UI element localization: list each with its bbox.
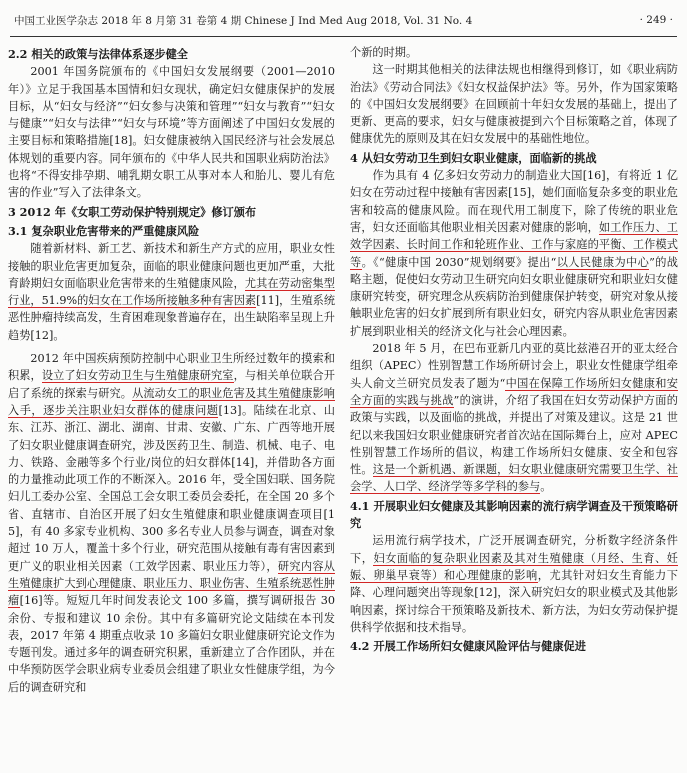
underlined-text: 如工作压力、工效学因素、长时间工作和轮班作业、工作与家庭的平衡、工作模式等 xyxy=(350,220,678,269)
text-span: 。 xyxy=(540,480,552,494)
underlined-text: 尤其在劳动密集型行业，51.9%的妇女在工作场所接触多种有害因素 xyxy=(8,276,335,308)
section-heading-4: 4 从妇女劳动卫生到妇女职业健康，面临新的挑战 xyxy=(350,150,597,165)
text-span: [11]，生殖系统恶性肿瘤持续高发，生育困难现象普遍存在，出生缺陷率呈现上升趋势[12]。 xyxy=(8,294,335,342)
text-span: 2012 年中国疾病预防控制中心职业卫生所经过数年的摸索和积累， xyxy=(8,352,335,383)
text-span: ，尤其针对妇女生育能力下降、心理问题突出等现象[12]，深入研究妇女的职业模式及其他影响因素，探讨综合干预策略及新技术、新方法，为妇女劳动保护提供科学依据和技术指导。 xyxy=(350,568,678,634)
section-heading-3: 3 2012 年《女职工劳动保护特别规定》修订颁布 xyxy=(8,204,257,219)
underlined-text: 设立了妇女劳动卫生与生殖健康研究室 xyxy=(41,369,234,383)
text-span: ”的战略主题，促使妇女劳动卫生研究向妇女职业健康研究和职业妇女健康研究转变，研究理念从疾病防治到健康保护转变，研究对象从接触职业危害的妇女扩展到所有职业妇女，研究内容从职业危害因素扩展到职业相关的经济文化与社会心理因素。 xyxy=(350,255,678,338)
text-span: 作为具有 4 亿多妇女劳动力的制造业大国[16]，有将近 1 亿妇女在劳动过程中接触有害因素[15]，她们面临复杂多变的职业危害和较高的健康风险。而在现代用工制度下，除了传统的职业危害，妇女还面临其他职业相关因素对健康的影响， xyxy=(350,169,678,234)
paragraph-continued: 个新的时期。 xyxy=(350,46,418,59)
paragraph-3-1-b xyxy=(8,350,335,696)
underlined-text: 研究内容从生殖健康扩大到心理健康、职业压力、职业伤害、生殖系统恶性肿瘤 xyxy=(8,559,335,608)
page-number: · 249 · xyxy=(639,14,673,26)
running-header xyxy=(14,8,673,32)
text-span: [13]。陆续在北京、山东、江苏、浙江、湖北、湖南、甘肃、安徽、广东、广西等地开展了妇女职业健康调查研究，涉及医药卫生、制造、机械、电子、电力、铁路、金融等多个行业/岗位的妇女群体[14]，并借助各方面的力量推动此项工作的不断深入。2016 年，受全国妇联、国务院妇儿工委办公室、全国总工会女职工委员会委托，在全国 20 多个省、直辖市、自治区开展了妇女生殖健康和职业健康调查项目[15]，有 40 多家专业机构、300 多名专业人员参与调查，调查对象超过 10 万人，覆盖十多个行业，研究范围从接触有毒有害因素到更广义的职业相关因素（工效学因素、职业压力等）， xyxy=(8,403,335,573)
paragraph-2-2: 2001 年国务院颁布的《中国妇女发展纲要（2001—2010 年）》立足于我国基本国情和妇女现状，确定妇女健康保护的发展目标，从“妇女与经济”“妇女参与决策和管理”“妇女与教育”“妇女与健康”“妇女与法律”“妇女与环境”等方面阐述了中国妇女发展的主要目标和策略措施[18]。妇女健康被纳入国民经济与社会发展总体规划的重要内容。同年颁布的《中华人民共和国职业病防治法》也将“不得安排孕期、哺乳期女职工从事对本人和胎儿、婴儿有危害的作业”写入了法律条文。 xyxy=(8,65,335,200)
section-heading-4-2: 4.2 开展工作场所妇女健康风险评估与健康促进 xyxy=(350,639,586,654)
underlined-text: 从流动女工的职业危害及其生殖健康影响入手，逐步关注职业妇女群体的健康问题 xyxy=(8,386,335,417)
section-heading-4-1: 4.1 开展职业妇女健康及其影响因素的流行病学调查及干预策略研究 xyxy=(350,498,678,531)
text-span: ，与相关单位联合开启了系统的探索与研究。 xyxy=(8,369,335,400)
underlined-text: 以人民健康为中心 xyxy=(556,255,650,269)
text-span: ”的演讲，介绍了我国在妇女劳动保护方面的政策与实践，以及面临的挑战，并提出了对策及建议。这是 21 世纪以来我国妇女职业健康研究者首次站在国际舞台上，应对 APEC 性别智慧工作场所的倡议，构建工作场所妇女健康、安全和包容性。 xyxy=(350,393,678,477)
section-heading-2-2: 2.2 相关的政策与法律体系逐步健全 xyxy=(8,47,188,61)
right-column xyxy=(350,44,678,655)
paragraph-4 xyxy=(350,167,678,340)
paragraph-laws: 这一时期其他相关的法律法规也相继得到修订，如《职业病防治法》《劳动合同法》《妇女权益保护法》等。另外，作为国家策略的《中国妇女发展纲要》在回顾前十年妇女发展的基础上，提出了更新、更高的要求，妇女与健康被提到六个目标策略之首，体现了健康优先的原则及其在妇女发展中的基础性地位。 xyxy=(350,63,678,146)
journal-citation: 中国工业医学杂志 2018 年 8 月第 31 卷第 4 期 Chinese J Ind Med Aug 2018, Vol. 31 No. 4 xyxy=(14,14,473,27)
text-span: 。《“健康中国 2030”规划纲要》提出“ xyxy=(361,255,557,269)
header-rule xyxy=(10,36,677,37)
text-span: 运用流行病学技术，广泛开展调查研究，分析数字经济条件下， xyxy=(350,534,678,565)
section-heading-3-1: 3.1 复杂职业危害带来的严重健康风险 xyxy=(8,223,200,238)
paragraph-4-1 xyxy=(350,532,678,636)
text-span: 2018 年 5 月，在巴布亚新几内亚的莫比兹港召开的亚太经合组织（APEC）性别智慧工作场所研讨会上，职业女性健康学组牵头人俞文兰研究员发表了题为“ xyxy=(350,342,678,390)
underlined-text: 这是一个新机遇、新课题，妇女职业健康研究需要卫生学、社会学、人口学、经济学等多学科的参与 xyxy=(350,463,678,494)
paragraph-3-1 xyxy=(8,240,335,344)
text-span: [16]等。短短几年时间发表论文 100 多篇，撰写调研报告 30 余份、专报和建议 10 余份。其中有多篇研究论文陆续在本刊发表，2017 年第 4 期重点收录 10 多篇妇女职业健康研究论文作为专题刊发。通过多年的调查研究积累，重新建立了合作团队，并在中华预防医学会职业病专业委员会组建了职业女性健康学组，为今后的调查研究和 xyxy=(8,594,335,694)
left-column xyxy=(8,44,335,696)
underlined-text: 中国在保障工作场所妇女健康和安全方面的实践与挑战 xyxy=(350,376,678,407)
underlined-text: 妇女面临的复杂职业因素及其对生殖健康（月经、生育、妊娠、卵巢早衰等）和心理健康的影响 xyxy=(350,551,678,582)
text-span: 随着新材料、新工艺、新技术和新生产方式的应用，职业女性接触的职业危害更加复杂，面临的职业健康问题也更加严重，大批育龄期妇女面临职业危害带来的生殖健康风险， xyxy=(8,242,335,290)
paragraph-apec xyxy=(350,340,678,496)
